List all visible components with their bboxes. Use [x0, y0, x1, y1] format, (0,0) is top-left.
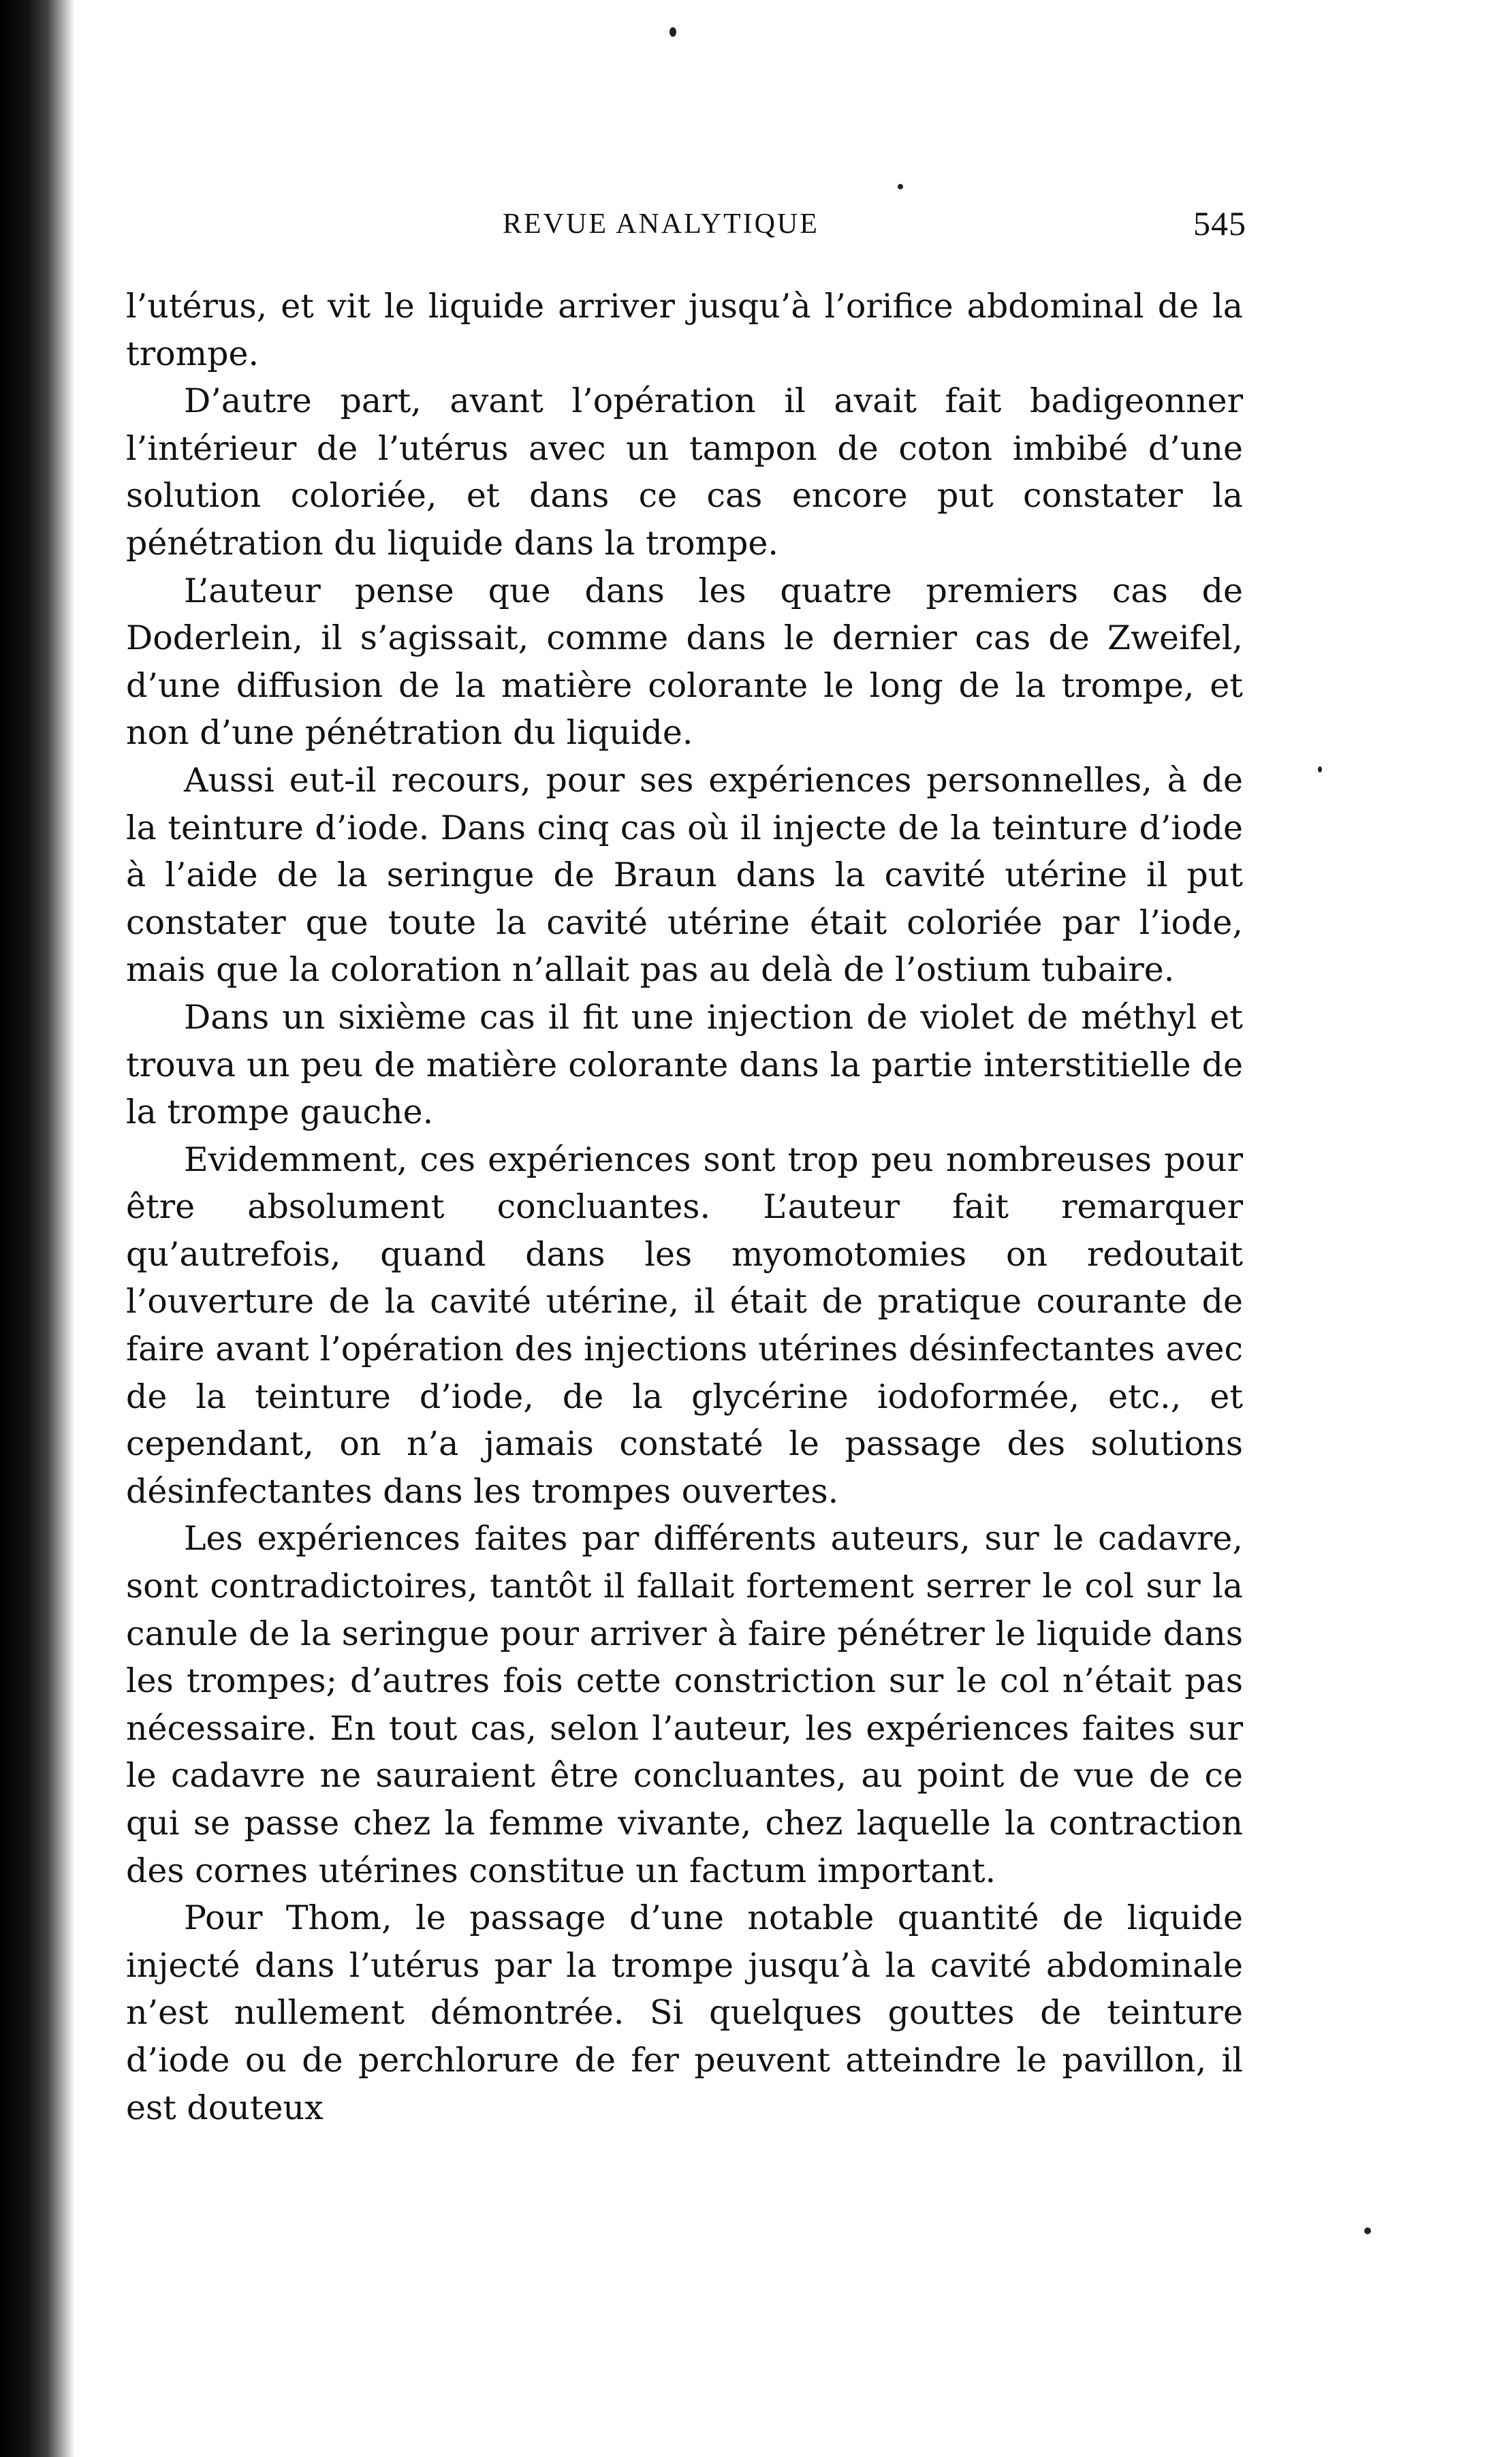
scanned-binding-edge [0, 0, 75, 2457]
body-text [126, 283, 1243, 2131]
paragraph: Aussi eut-il recours, pour ses expériences personnelles, à de la teinture d’iode. Dans cinq cas où il injecte de la teinture d’iode à l’aide de la seringue de Braun dans la cavité utérine il put constater que toute la cavité utérine était coloriée par l’iode, mais que la coloration n’allait pas au delà de l’ostium tubaire. [126, 760, 1243, 990]
paragraph: Les expériences faites par différents auteurs, sur le cadavre, sont contradictoires, tantôt il fallait fortement serrer le col sur la canule de la seringue pour arriver à faire pénétrer le liquide dans les trompes; d’autres fois cette constriction sur le col n’était pas nécessaire. En tout cas, selon l’auteur, les expériences faites sur le cadavre ne sauraient être concluantes, au point de vue de ce qui se passe chez la femme vivante, chez laquelle la contraction des cornes utérines constitue un factum important. [126, 1519, 1243, 1890]
paragraph: L’auteur pense que dans les quatre premiers cas de Doderlein, il s’agissait, comme dans le dernier cas de Zweifel, d’une diffusion de la matière colorante le long de la trompe, et non d’une pénétration du liquide. [126, 571, 1243, 753]
page-number: 545 [1193, 204, 1246, 242]
paragraph: Dans un sixième cas il fit une injection de violet de méthyl et trouva un peu de matière colorante dans la partie interstitielle de la trompe gauche. [126, 997, 1243, 1132]
ink-speck [1364, 2227, 1371, 2234]
paragraph: Pour Thom, le passage d’une notable quantité de liquide injecté dans l’utérus par la trompe jusqu’à la cavité abdominale n’est nullement démontrée. Si quelques gouttes de teinture d’iode ou de perchlorure de fer peuvent atteindre le pavillon, il est douteux [126, 1898, 1243, 2127]
running-head: REVUE ANALYTIQUE [503, 208, 819, 240]
paragraph: D’autre part, avant l’opération il avait fait badigeonner l’intérieur de l’utérus avec un tampon de coton imbibé d’une solution coloriée, et dans ce cas encore put constater la pénétration du liquide dans la trompe. [126, 381, 1243, 563]
ink-speck [1318, 766, 1322, 772]
ink-speck [670, 27, 676, 37]
paragraph-continued: l’utérus, et vit le liquide arriver jusqu’à l’orifice abdominal de la trompe. [126, 287, 1243, 373]
paragraph: Evidemment, ces expériences sont trop peu nombreuses pour être absolument concluantes. L’auteur fait remarquer qu’autrefois, quand dans les myomotomies on redoutait l’ouverture de la cavité utérine, il était de pratique courante de faire avant l’opération des injections utérines désinfectantes avec de la teinture d’iode, de la glycérine iodoformée, etc., et cependant, on n’a jamais constaté le passage des solutions désinfectantes dans les trompes ouvertes. [126, 1140, 1243, 1511]
page-header [129, 204, 1246, 249]
ink-speck [898, 184, 903, 189]
